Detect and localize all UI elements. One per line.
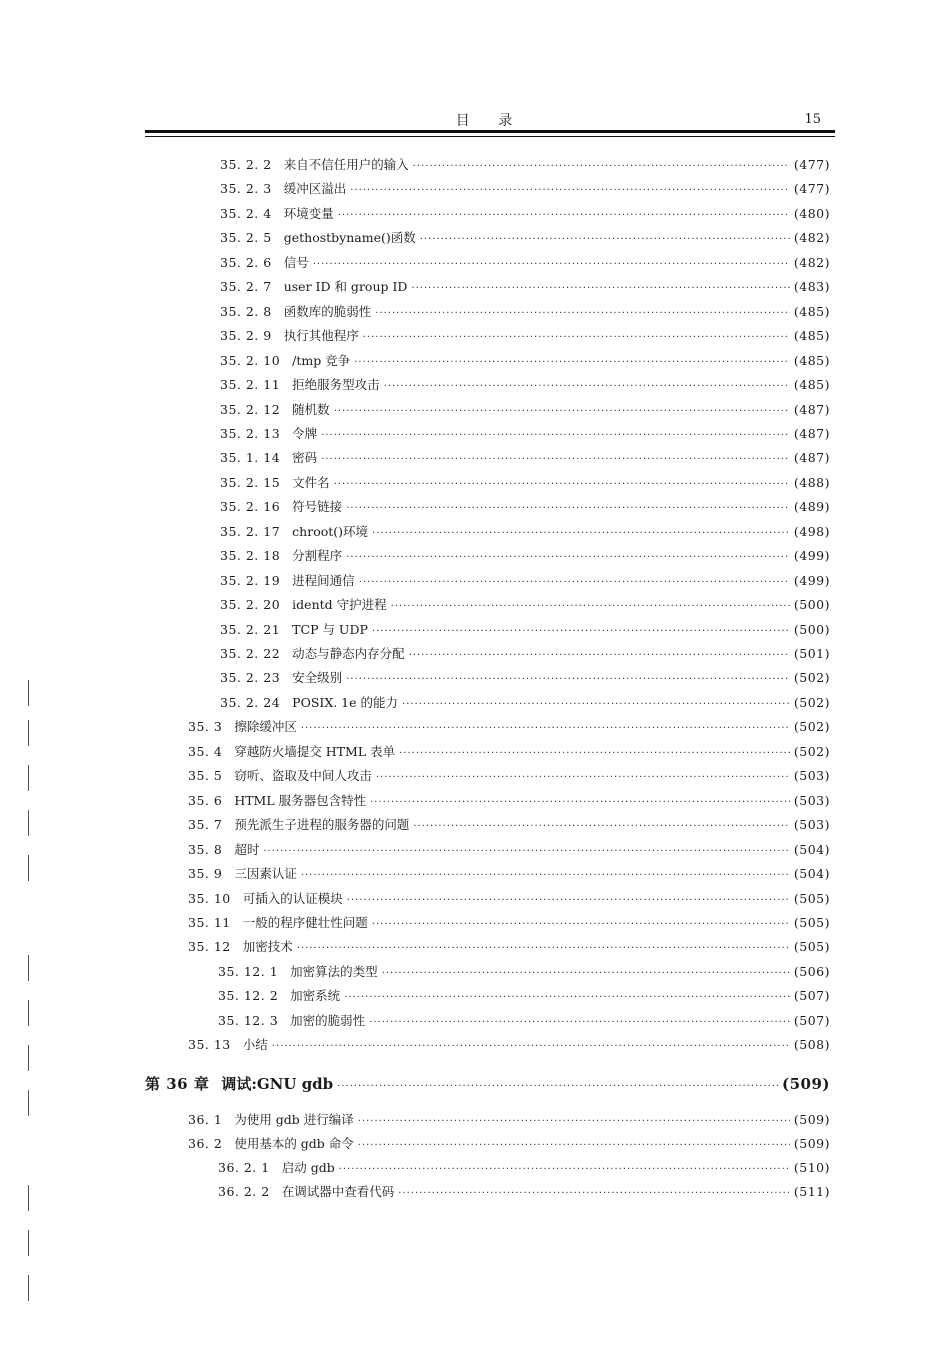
toc-entry-number: 35. 9 <box>188 866 223 882</box>
toc-entry <box>220 228 830 248</box>
toc-entry <box>188 937 830 957</box>
toc-entry-number: 35. 2. 12 <box>220 401 281 417</box>
toc-entry-page: (499) <box>793 548 830 564</box>
toc-entry-title: 执行其他程序 <box>283 328 359 344</box>
toc-entry-page: (504) <box>793 841 830 857</box>
toc-entry-page: (485) <box>793 303 830 319</box>
margin-mark <box>28 955 29 981</box>
toc-entry-number: 36. 1 <box>188 1112 223 1127</box>
dot-leader <box>384 381 790 392</box>
toc-entry-title: 穿越防火墙提交 HTML 表单 <box>234 743 396 759</box>
toc-entry-number: 35. 11 <box>188 914 231 930</box>
dot-leader <box>391 601 790 612</box>
toc-entry-page: (488) <box>793 474 830 490</box>
toc-entry-number: 35. 4 <box>188 743 223 759</box>
toc-entry-page: (503) <box>793 792 830 808</box>
toc-entry-title: 超时 <box>234 841 260 857</box>
toc-entry-title: 令牌 <box>292 425 318 441</box>
header-rule-thin <box>145 136 835 137</box>
toc-entry-title: 环境变量 <box>283 205 334 221</box>
dot-leader <box>372 919 790 930</box>
toc-entry <box>188 840 830 860</box>
toc-entry-title: 在调试器中查看代码 <box>281 1184 395 1199</box>
dot-leader <box>354 357 790 368</box>
toc-entry <box>220 326 830 346</box>
toc-entry-title: 擦除缓冲区 <box>234 719 297 735</box>
toc-chapter-row <box>145 1073 830 1097</box>
toc-entry-number: 35. 12. 1 <box>218 963 279 979</box>
margin-mark <box>28 720 29 746</box>
toc-entry-title: POSIX. 1e 的能力 <box>292 694 399 710</box>
toc-entry-number: 36. 2. 2 <box>218 1184 270 1199</box>
toc-entry-title: 信号 <box>283 254 309 270</box>
dot-leader <box>313 259 790 270</box>
dot-leader <box>350 185 790 196</box>
toc-entry-number: 35. 3 <box>188 719 223 735</box>
toc-entry-title: identd 守护进程 <box>292 597 387 613</box>
toc-entry-number: 35. 2. 13 <box>220 425 281 441</box>
toc-entry-page: (487) <box>793 401 830 417</box>
dot-leader <box>321 454 790 465</box>
toc-entry-number: 35. 2. 8 <box>220 303 272 319</box>
toc-entry <box>188 913 830 933</box>
toc-entry-page: (508) <box>793 1037 830 1053</box>
header-rule-thick <box>145 130 835 133</box>
toc-entry-number: 35. 1. 14 <box>220 450 281 466</box>
toc-entry-title: 三因素认证 <box>234 866 297 882</box>
toc-entry-page: (510) <box>793 1160 830 1175</box>
dot-leader <box>301 723 790 734</box>
toc-entry-title: 小结 <box>242 1037 268 1053</box>
toc-entry-number: 35. 8 <box>188 841 223 857</box>
margin-mark <box>28 680 29 706</box>
toc-entry-page: (506) <box>793 963 830 979</box>
toc-entry-page: (482) <box>793 230 830 246</box>
toc-entry-page: (483) <box>793 279 830 295</box>
toc-entry-title: 加密技术 <box>242 939 293 955</box>
toc-entry-page: (505) <box>793 890 830 906</box>
toc-entry-page: (503) <box>793 817 830 833</box>
toc-entry-title: 密码 <box>292 450 318 466</box>
toc-entry <box>218 986 830 1006</box>
toc-entry <box>218 1158 830 1178</box>
toc-entry-title: 窃听、盗取及中间人攻击 <box>234 768 372 784</box>
toc-entry-number: 35. 2. 19 <box>220 572 281 588</box>
dot-leader <box>382 968 790 979</box>
toc-entry-page: (502) <box>793 743 830 759</box>
toc-entry-title: 加密的脆弱性 <box>290 1012 366 1028</box>
toc-entry-number: 35. 12 <box>188 939 231 955</box>
dot-leader <box>413 161 790 172</box>
dot-leader <box>346 503 790 514</box>
toc-entry-page: (489) <box>793 499 830 515</box>
dot-leader <box>301 870 790 881</box>
header-title: 目 录 <box>455 113 525 129</box>
margin-mark <box>28 855 29 881</box>
dot-leader <box>420 234 790 245</box>
toc-entry-number: 35. 2. 9 <box>220 328 272 344</box>
toc-entry-page: (487) <box>793 450 830 466</box>
toc-entry-number: 35. 2. 6 <box>220 254 272 270</box>
toc-entry-title: 来自不信任用户的输入 <box>283 157 409 172</box>
toc-entry-page: (477) <box>793 181 830 197</box>
dot-leader <box>376 772 790 783</box>
toc-entry <box>220 155 830 175</box>
dot-leader <box>358 1140 790 1151</box>
dot-leader <box>297 943 790 954</box>
toc-entry-number: 35. 2. 23 <box>220 670 281 686</box>
toc-entry-number: 35. 2. 21 <box>220 621 281 637</box>
toc-entry-number: 35. 2. 20 <box>220 597 281 613</box>
toc-entry-title: HTML 服务器包含特性 <box>234 792 367 808</box>
toc-entry <box>188 717 830 737</box>
toc-entry-page: (509) <box>793 1136 830 1151</box>
toc-entry-number: 35. 2. 10 <box>220 352 281 368</box>
margin-mark <box>28 1275 29 1301</box>
toc-entry-title: 加密系统 <box>290 988 341 1004</box>
toc-entry <box>220 473 830 493</box>
dot-leader <box>347 895 790 906</box>
toc-entry-number: 35. 2. 7 <box>220 279 272 295</box>
toc-entry-number: 35. 2. 17 <box>220 523 281 539</box>
toc-entry-number: 35. 2. 15 <box>220 474 281 490</box>
dot-leader <box>369 1017 790 1028</box>
toc-entry-page: (477) <box>793 157 830 172</box>
dot-leader <box>334 406 790 417</box>
dot-leader <box>409 650 790 661</box>
toc-entry-number: 35. 7 <box>188 817 223 833</box>
toc-entry-number: 35. 2. 4 <box>220 205 272 221</box>
toc-entry-title: 缓冲区溢出 <box>283 181 347 197</box>
toc-entry-page: (502) <box>793 694 830 710</box>
dot-leader <box>263 846 790 857</box>
toc-entry-page: (502) <box>793 670 830 686</box>
toc-entry <box>220 179 830 199</box>
toc-entry-title: 使用基本的 gdb 命令 <box>234 1136 354 1151</box>
toc-entry-number: 35. 2. 11 <box>220 377 281 393</box>
dot-leader <box>413 821 790 832</box>
toc-entry <box>220 668 830 688</box>
toc-entry <box>218 1011 830 1031</box>
toc-entry-number: 35. 12. 3 <box>218 1012 279 1028</box>
margin-mark <box>28 765 29 791</box>
toc-entry <box>188 864 830 884</box>
toc-entry <box>218 1182 830 1202</box>
toc-entry-title: 符号链接 <box>292 499 343 515</box>
toc-entry-title: 拒绝服务型攻击 <box>292 377 380 393</box>
toc-entry-number: 35. 2. 3 <box>220 181 272 197</box>
toc-entry-number: 35. 13 <box>188 1037 231 1053</box>
dot-leader <box>346 674 790 685</box>
toc-entry <box>188 1110 830 1130</box>
margin-mark <box>28 1230 29 1256</box>
page-header <box>145 110 835 130</box>
toc-entry-title: user ID 和 group ID <box>283 279 408 295</box>
toc-entry-number: 36. 2. 1 <box>218 1160 270 1175</box>
toc-entry-title: 动态与静态内存分配 <box>292 646 405 661</box>
toc-entry-title: 随机数 <box>292 401 330 417</box>
toc-entry <box>188 889 830 909</box>
toc-entry-number: 35. 12. 2 <box>218 988 279 1004</box>
toc-entry-title: 调试:GNU gdb <box>221 1075 334 1093</box>
toc-entry <box>220 351 830 371</box>
margin-mark <box>28 1045 29 1071</box>
toc-entry-number: 35. 2. 2 <box>220 157 272 172</box>
toc-entry-page: (485) <box>793 377 830 393</box>
toc-entry-title: 预先派生子进程的服务器的问题 <box>234 817 410 833</box>
toc-entry <box>188 791 830 811</box>
dot-leader <box>339 1164 790 1175</box>
toc-entry <box>220 595 830 615</box>
toc-entry-title: gethostbyname()函数 <box>283 230 416 246</box>
toc-entry-page: (509) <box>793 1112 830 1127</box>
toc-entry-number: 35. 6 <box>188 792 223 808</box>
toc-entry <box>220 253 830 273</box>
toc-entry <box>220 204 830 224</box>
toc-entry <box>220 693 830 713</box>
toc-entry-page: (509) <box>781 1075 830 1093</box>
dot-leader <box>337 1081 778 1092</box>
dot-leader <box>372 626 790 637</box>
dot-leader <box>411 283 789 294</box>
dot-leader <box>321 430 790 441</box>
toc-entry-page: (500) <box>793 621 830 637</box>
margin-mark <box>28 1000 29 1026</box>
toc-entry-page: (485) <box>793 328 830 344</box>
header-page-number: 15 <box>804 112 821 127</box>
dot-leader <box>402 699 790 710</box>
toc-entry-page: (485) <box>793 352 830 368</box>
dot-leader <box>363 332 790 343</box>
toc-entry-page: (480) <box>793 205 830 221</box>
toc-entry-number: 35. 2. 24 <box>220 694 281 710</box>
toc-entry-page: (507) <box>793 988 830 1004</box>
toc-entry <box>220 644 830 664</box>
toc-entry-number: 35. 10 <box>188 890 231 906</box>
toc-entry-number: 第 36 章 <box>145 1075 210 1093</box>
toc-entry-title: /tmp 竞争 <box>292 352 351 368</box>
toc-entry-page: (500) <box>793 597 830 613</box>
toc-entry-number: 35. 2. 22 <box>220 646 281 661</box>
toc-entry-number: 35. 2. 5 <box>220 230 272 246</box>
dot-leader <box>398 1188 790 1199</box>
toc-entry <box>220 277 830 297</box>
toc-entry-page: (482) <box>793 254 830 270</box>
toc-entry-title: chroot()环境 <box>292 523 369 539</box>
dot-leader <box>375 308 790 319</box>
margin-mark <box>28 810 29 836</box>
toc-entry-title: 安全级别 <box>292 670 343 686</box>
toc-entry <box>220 424 830 444</box>
toc-entry <box>188 1035 830 1055</box>
toc-entry <box>220 546 830 566</box>
toc-entry <box>220 302 830 322</box>
toc-entry-title: 加密算法的类型 <box>290 963 378 979</box>
dot-leader <box>359 577 790 588</box>
toc-entry <box>188 742 830 762</box>
dot-leader <box>344 992 790 1003</box>
toc-entry <box>220 375 830 395</box>
toc-entry-page: (498) <box>793 523 830 539</box>
toc-entry-page: (505) <box>793 939 830 955</box>
toc-entry <box>220 620 830 640</box>
toc-entry-number: 35. 2. 18 <box>220 548 281 564</box>
toc-entry-number: 35. 5 <box>188 768 223 784</box>
dot-leader <box>334 479 790 490</box>
toc-entry-title: 一般的程序健壮性问题 <box>242 914 368 930</box>
toc-entry-title: 进程间通信 <box>292 572 355 588</box>
toc-entry-title: 函数库的脆弱性 <box>283 303 372 319</box>
margin-mark <box>28 1185 29 1211</box>
toc-entry-title: 分割程序 <box>292 548 343 564</box>
dot-leader <box>399 748 790 759</box>
dot-leader <box>370 797 790 808</box>
toc-entry <box>188 766 830 786</box>
toc-entry-page: (501) <box>793 646 830 661</box>
toc-entry-page: (499) <box>793 572 830 588</box>
toc-entry-page: (505) <box>793 914 830 930</box>
toc-entry-title: 文件名 <box>292 474 330 490</box>
dot-leader <box>338 210 790 221</box>
toc-entry <box>188 1134 830 1154</box>
toc-entry-title: 可插入的认证模块 <box>242 890 343 906</box>
toc-entry-title: TCP 与 UDP <box>292 621 368 637</box>
toc-entry <box>220 400 830 420</box>
toc-entry-title: 启动 gdb <box>281 1160 335 1175</box>
toc-entry-number: 35. 2. 16 <box>220 499 281 515</box>
dot-leader <box>372 528 790 539</box>
toc-entry <box>220 571 830 591</box>
toc-entry-page: (504) <box>793 866 830 882</box>
dot-leader <box>358 1116 790 1127</box>
toc-entry-page: (511) <box>793 1184 830 1199</box>
toc-entry <box>220 522 830 542</box>
toc-entry-page: (502) <box>793 719 830 735</box>
toc-entry <box>218 962 830 982</box>
dot-leader <box>346 552 790 563</box>
toc-entry-title: 为使用 gdb 进行编译 <box>234 1112 354 1127</box>
margin-mark <box>28 1090 29 1116</box>
dot-leader <box>272 1041 790 1052</box>
toc-entry <box>220 448 830 468</box>
toc-entry-number: 36. 2 <box>188 1136 223 1151</box>
toc-entry <box>188 815 830 835</box>
toc-entry <box>220 497 830 517</box>
toc-entry-page: (503) <box>793 768 830 784</box>
toc-entry-page: (507) <box>793 1012 830 1028</box>
toc-entry-page: (487) <box>793 425 830 441</box>
